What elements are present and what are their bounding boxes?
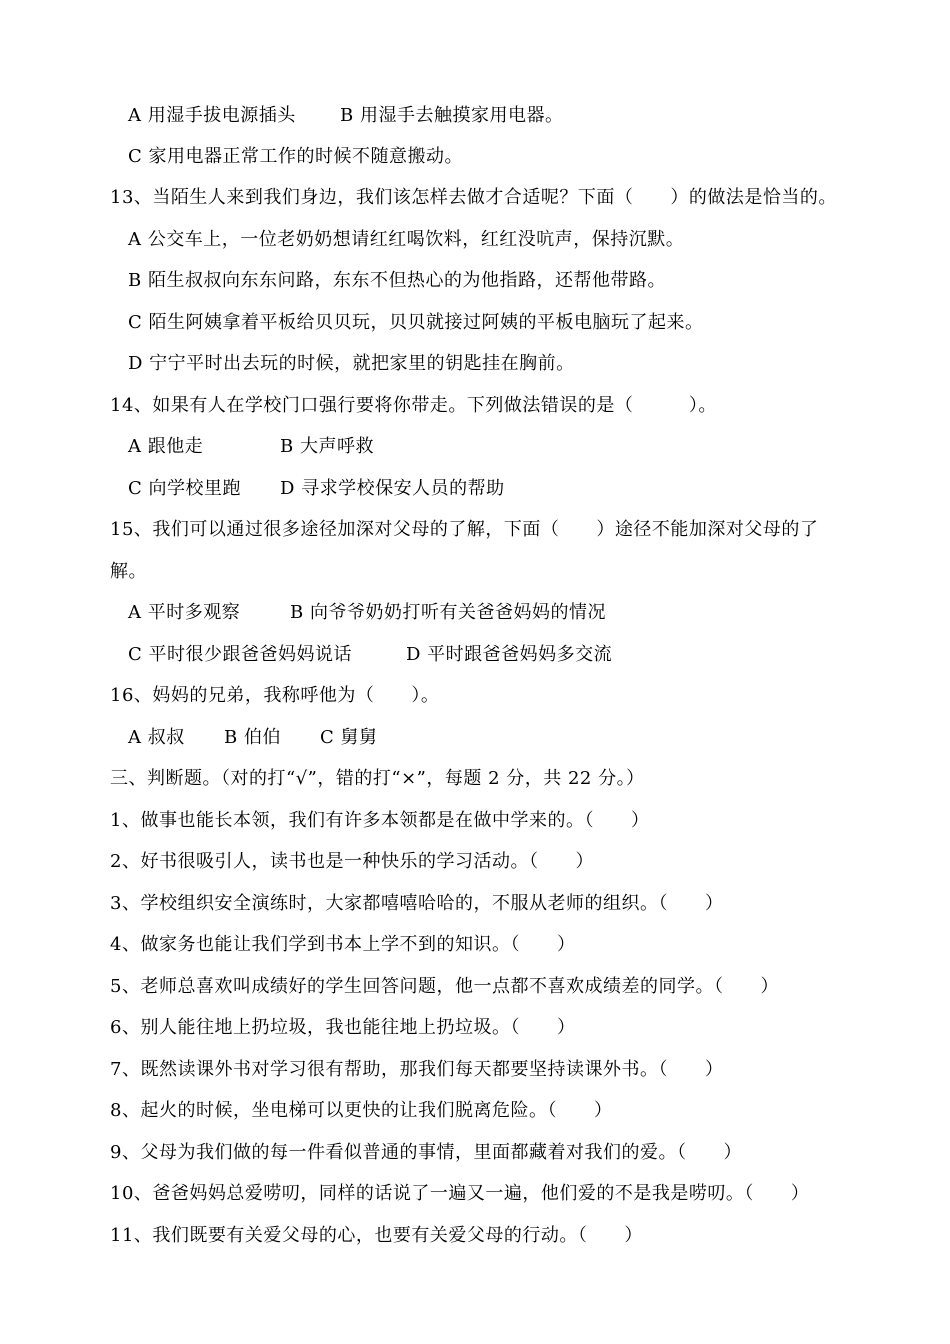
q12-option-c: C 家用电器正常工作的时候不随意搬动。 (128, 146, 463, 167)
q16-option-a: A 叔叔 (128, 727, 185, 748)
q14-option-c: C 向学校里跑 (128, 478, 241, 499)
judgment-item: 10、爸爸妈妈总爱唠叨，同样的话说了一遍又一遍，他们爱的不是我是唠叨。（ ） (110, 1183, 810, 1204)
q13-stem: 13、当陌生人来到我们身边，我们该怎样去做才合适呢？下面（ ）的做法是恰当的。 (110, 187, 837, 208)
q13-option-c: C 陌生阿姨拿着平板给贝贝玩，贝贝就接过阿姨的平板电脑玩了起来。 (128, 312, 704, 333)
q15-stem-line2: 解。 (110, 561, 147, 582)
q15-options-row1 (128, 601, 890, 625)
q13-option-a: A 公交车上，一位老奶奶想请红红喝饮料，红红没吭声，保持沉默。 (128, 229, 685, 250)
judgment-item: 4、做家务也能让我们学到书本上学不到的知识。（ ） (110, 934, 576, 955)
q12-option-b: B 用湿手去触摸家用电器。 (340, 105, 564, 126)
q12-options-row1 (128, 104, 890, 128)
judgment-item: 2、好书很吸引人，读书也是一种快乐的学习活动。（ ） (110, 851, 594, 872)
q13-option-b: B 陌生叔叔向东东问路，东东不但热心的为他指路，还帮他带路。 (128, 270, 666, 291)
q14-option-a: A 跟他走 (128, 436, 204, 457)
q14-stem: 14、如果有人在学校门口强行要将你带走。下列做法错误的是（ ）。 (110, 395, 717, 416)
q15-options-row2 (128, 643, 890, 667)
judgment-item: 7、既然读课外书对学习很有帮助，那我们每天都要坚持读课外书。（ ） (110, 1059, 724, 1080)
q15-option-b: B 向爷爷奶奶打听有关爸爸妈妈的情况 (290, 602, 606, 623)
judgment-item: 3、学校组织安全演练时，大家都嘻嘻哈哈的，不服从老师的组织。（ ） (110, 893, 724, 914)
q14-option-d: D 寻求学校保安人员的帮助 (280, 478, 505, 499)
q15-option-d: D 平时跟爸爸妈妈多交流 (406, 644, 613, 665)
q14-options-row1 (128, 435, 890, 459)
judgment-item: 8、起火的时候，坐电梯可以更快的让我们脱离危险。（ ） (110, 1100, 613, 1121)
q16-option-c: C 舅舅 (320, 727, 378, 748)
q16-stem: 16、妈妈的兄弟，我称呼他为（ ）。 (110, 685, 440, 706)
judgment-item: 9、父母为我们做的每一件看似普通的事情，里面都藏着对我们的爱。（ ） (110, 1142, 742, 1163)
q14-options-row2 (128, 477, 890, 501)
q15-option-c: C 平时很少跟爸爸妈妈说话 (128, 644, 352, 665)
judgment-item: 11、我们既要有关爱父母的心，也要有关爱父母的行动。（ ） (110, 1225, 643, 1246)
judgment-item: 6、别人能往地上扔垃圾，我也能往地上扔垃圾。（ ） (110, 1017, 576, 1038)
section3-heading: 三、判断题。（对的打“√”，错的打“×”，每题 2 分，共 22 分。） (110, 768, 645, 789)
q16-options-row (128, 726, 890, 750)
q12-option-a: A 用湿手拔电源插头 (128, 105, 296, 126)
judgment-item: 1、做事也能长本领，我们有许多本领都是在做中学来的。（ ） (110, 810, 650, 831)
q16-option-b: B 伯伯 (224, 727, 281, 748)
q13-option-d: D 宁宁平时出去玩的时候，就把家里的钥匙挂在胸前。 (128, 353, 575, 374)
q14-option-b: B 大声呼救 (280, 436, 374, 457)
judgment-item: 5、老师总喜欢叫成绩好的学生回答问题，他一点都不喜欢成绩差的同学。（ ） (110, 976, 779, 997)
q15-option-a: A 平时多观察 (128, 602, 241, 623)
q15-stem-line1: 15、我们可以通过很多途径加深对父母的了解，下面（ ）途径不能加深对父母的了 (110, 519, 819, 540)
